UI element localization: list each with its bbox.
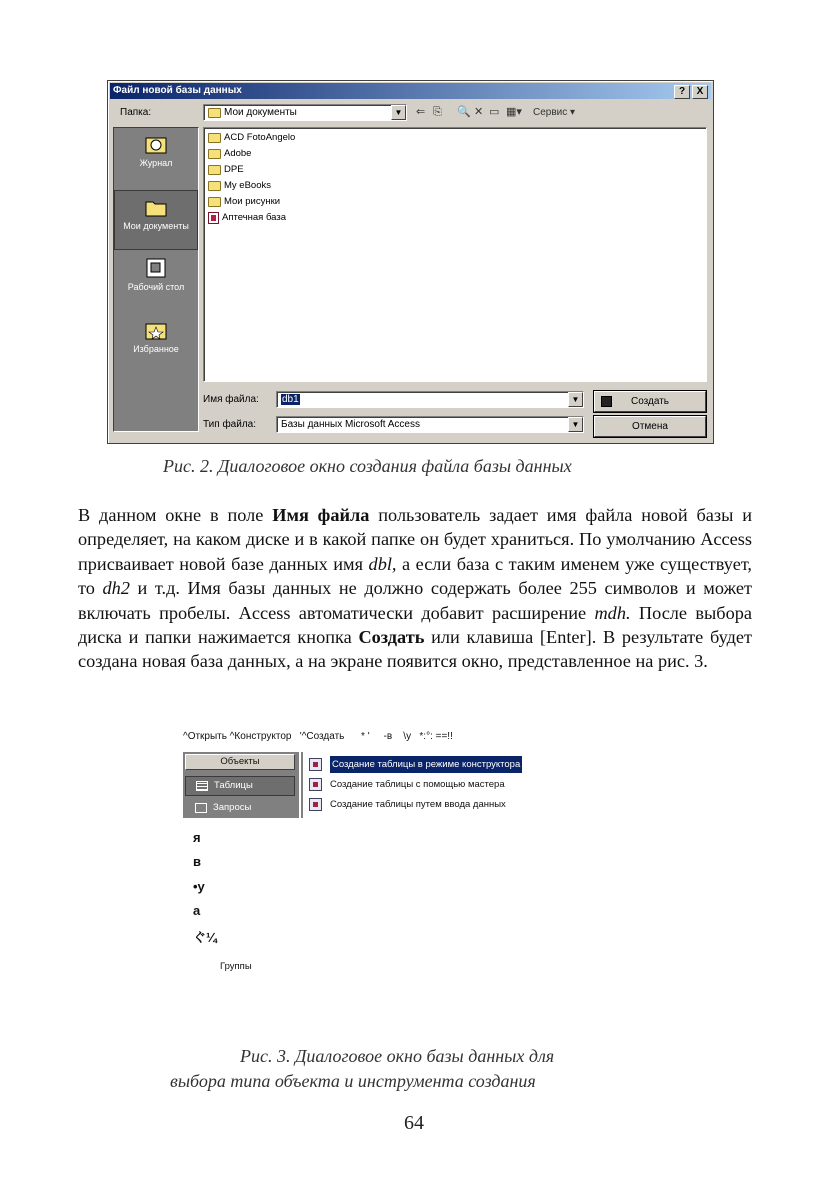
chevron-down-icon[interactable]: ▼ (568, 392, 583, 407)
history-icon (145, 134, 167, 154)
object-list (301, 752, 643, 818)
figure-3-caption-line1: Рис. 3. Диалоговое окно базы данных для (240, 1046, 555, 1066)
list-item[interactable]: ACD FotoAngelo (208, 130, 295, 146)
folder-select-value: Мои документы (224, 107, 297, 118)
place-favorites[interactable]: Избранное (114, 314, 198, 374)
list-item[interactable]: Создание таблицы путем ввода данных (309, 796, 506, 813)
database-window (183, 752, 643, 818)
place-history[interactable]: Журнал (114, 128, 198, 188)
groups-label[interactable]: Группы (220, 961, 252, 972)
folder-icon (208, 181, 221, 191)
side-glyph: ぐ¼ (193, 930, 217, 945)
objects-item-queries[interactable]: Запросы (185, 798, 295, 818)
list-item[interactable]: DPE (208, 162, 244, 178)
save-icon (601, 396, 612, 407)
list-item[interactable]: Аптечная база (208, 210, 286, 226)
page-number: 64 (404, 1112, 424, 1134)
cancel-button[interactable]: Отмена (594, 416, 706, 437)
side-glyph: •у (193, 879, 205, 894)
chevron-down-icon[interactable]: ▼ (568, 417, 583, 432)
folder-icon (208, 108, 221, 118)
wizard-icon (309, 778, 322, 791)
filetype-select[interactable] (276, 416, 584, 433)
list-item[interactable]: Создание таблицы с помощью мастера (309, 776, 505, 793)
body-paragraph: В данном окне в поле Имя файла пользователь задает имя файла новой базы и определяет, на каком диске и в какой папке он будет храниться. По умолчанию Access присваивает новой базе данных имя dbl, а если база с таким именем уже существует, то dh2 и т.д. Имя базы данных не должно содержать более 255 символов и может включать пробелы. Access автоматически добавит расширение mdh. После выбора диска и папки нажимается кнопка Создать или клавиша [Enter]. В результате будет создана новая база данных, а на экране появится окно, представленное на рис. 3. (78, 505, 753, 672)
delete-icon[interactable]: ✕ (474, 106, 484, 118)
close-button[interactable]: X (692, 85, 708, 99)
filename-input-value: db1 (282, 394, 299, 405)
new-folder-icon[interactable]: ▭ (489, 106, 500, 118)
create-button-label: Создать (630, 396, 669, 407)
up-folder-icon[interactable]: ⎘ (433, 106, 442, 118)
place-my-documents[interactable]: Мои документы (114, 190, 198, 250)
folder-open-icon (145, 197, 167, 217)
objects-item-tables[interactable]: Таблицы (185, 776, 295, 796)
side-glyph: я (193, 830, 201, 845)
list-item[interactable]: Мои рисунки (208, 194, 280, 210)
folder-icon (208, 165, 221, 175)
help-button[interactable]: ? (674, 85, 690, 99)
new-database-dialog (107, 80, 714, 444)
table-icon (196, 781, 208, 791)
side-glyph: в (193, 854, 201, 869)
create-button[interactable] (594, 391, 706, 412)
places-bar (113, 127, 199, 432)
side-glyph: а (193, 903, 201, 918)
file-list[interactable] (203, 127, 707, 382)
list-item[interactable]: My eBooks (208, 178, 271, 194)
chevron-down-icon[interactable]: ▼ (391, 105, 406, 120)
design-view-icon (309, 758, 322, 771)
filetype-label: Тип файла: (203, 419, 256, 430)
views-icon[interactable]: ▦▾ (506, 106, 522, 118)
list-item[interactable]: Создание таблицы в режиме конструктора (309, 756, 522, 773)
filename-input[interactable] (276, 391, 584, 408)
database-icon (208, 212, 219, 224)
search-web-icon[interactable]: 🔍 (457, 106, 471, 118)
data-entry-icon (309, 798, 322, 811)
figure-2-caption: Рис. 2. Диалоговое окно создания файла базы данных (163, 456, 572, 476)
figure-3-caption-line2: выбора типа объекта и инструмента создания (170, 1071, 536, 1091)
folder-label: Папка: (120, 107, 152, 118)
filetype-select-value: Базы данных Microsoft Access (281, 419, 420, 430)
back-icon[interactable]: ⇐ (416, 106, 426, 118)
tools-menu[interactable]: Сервис ▾ (533, 107, 576, 118)
favorites-icon (145, 320, 167, 340)
folder-select[interactable] (203, 104, 407, 121)
objects-bar (183, 752, 299, 818)
objects-header[interactable]: Объекты (185, 754, 295, 770)
list-item[interactable]: Adobe (208, 146, 251, 162)
dialog-titlebar (110, 83, 711, 99)
place-desktop[interactable]: Рабочий стол (114, 252, 198, 312)
database-window-toolbar[interactable]: ^Открыть ^Конструктор '^Создать * ' -в \у *:°: ==!! (183, 731, 453, 742)
folder-icon (208, 133, 221, 143)
query-icon (195, 803, 207, 813)
dialog-title: Файл новой базы данных (113, 85, 242, 96)
desktop-icon (145, 258, 167, 278)
folder-icon (208, 149, 221, 159)
filename-label: Имя файла: (203, 394, 259, 405)
pictures-folder-icon (208, 197, 221, 207)
